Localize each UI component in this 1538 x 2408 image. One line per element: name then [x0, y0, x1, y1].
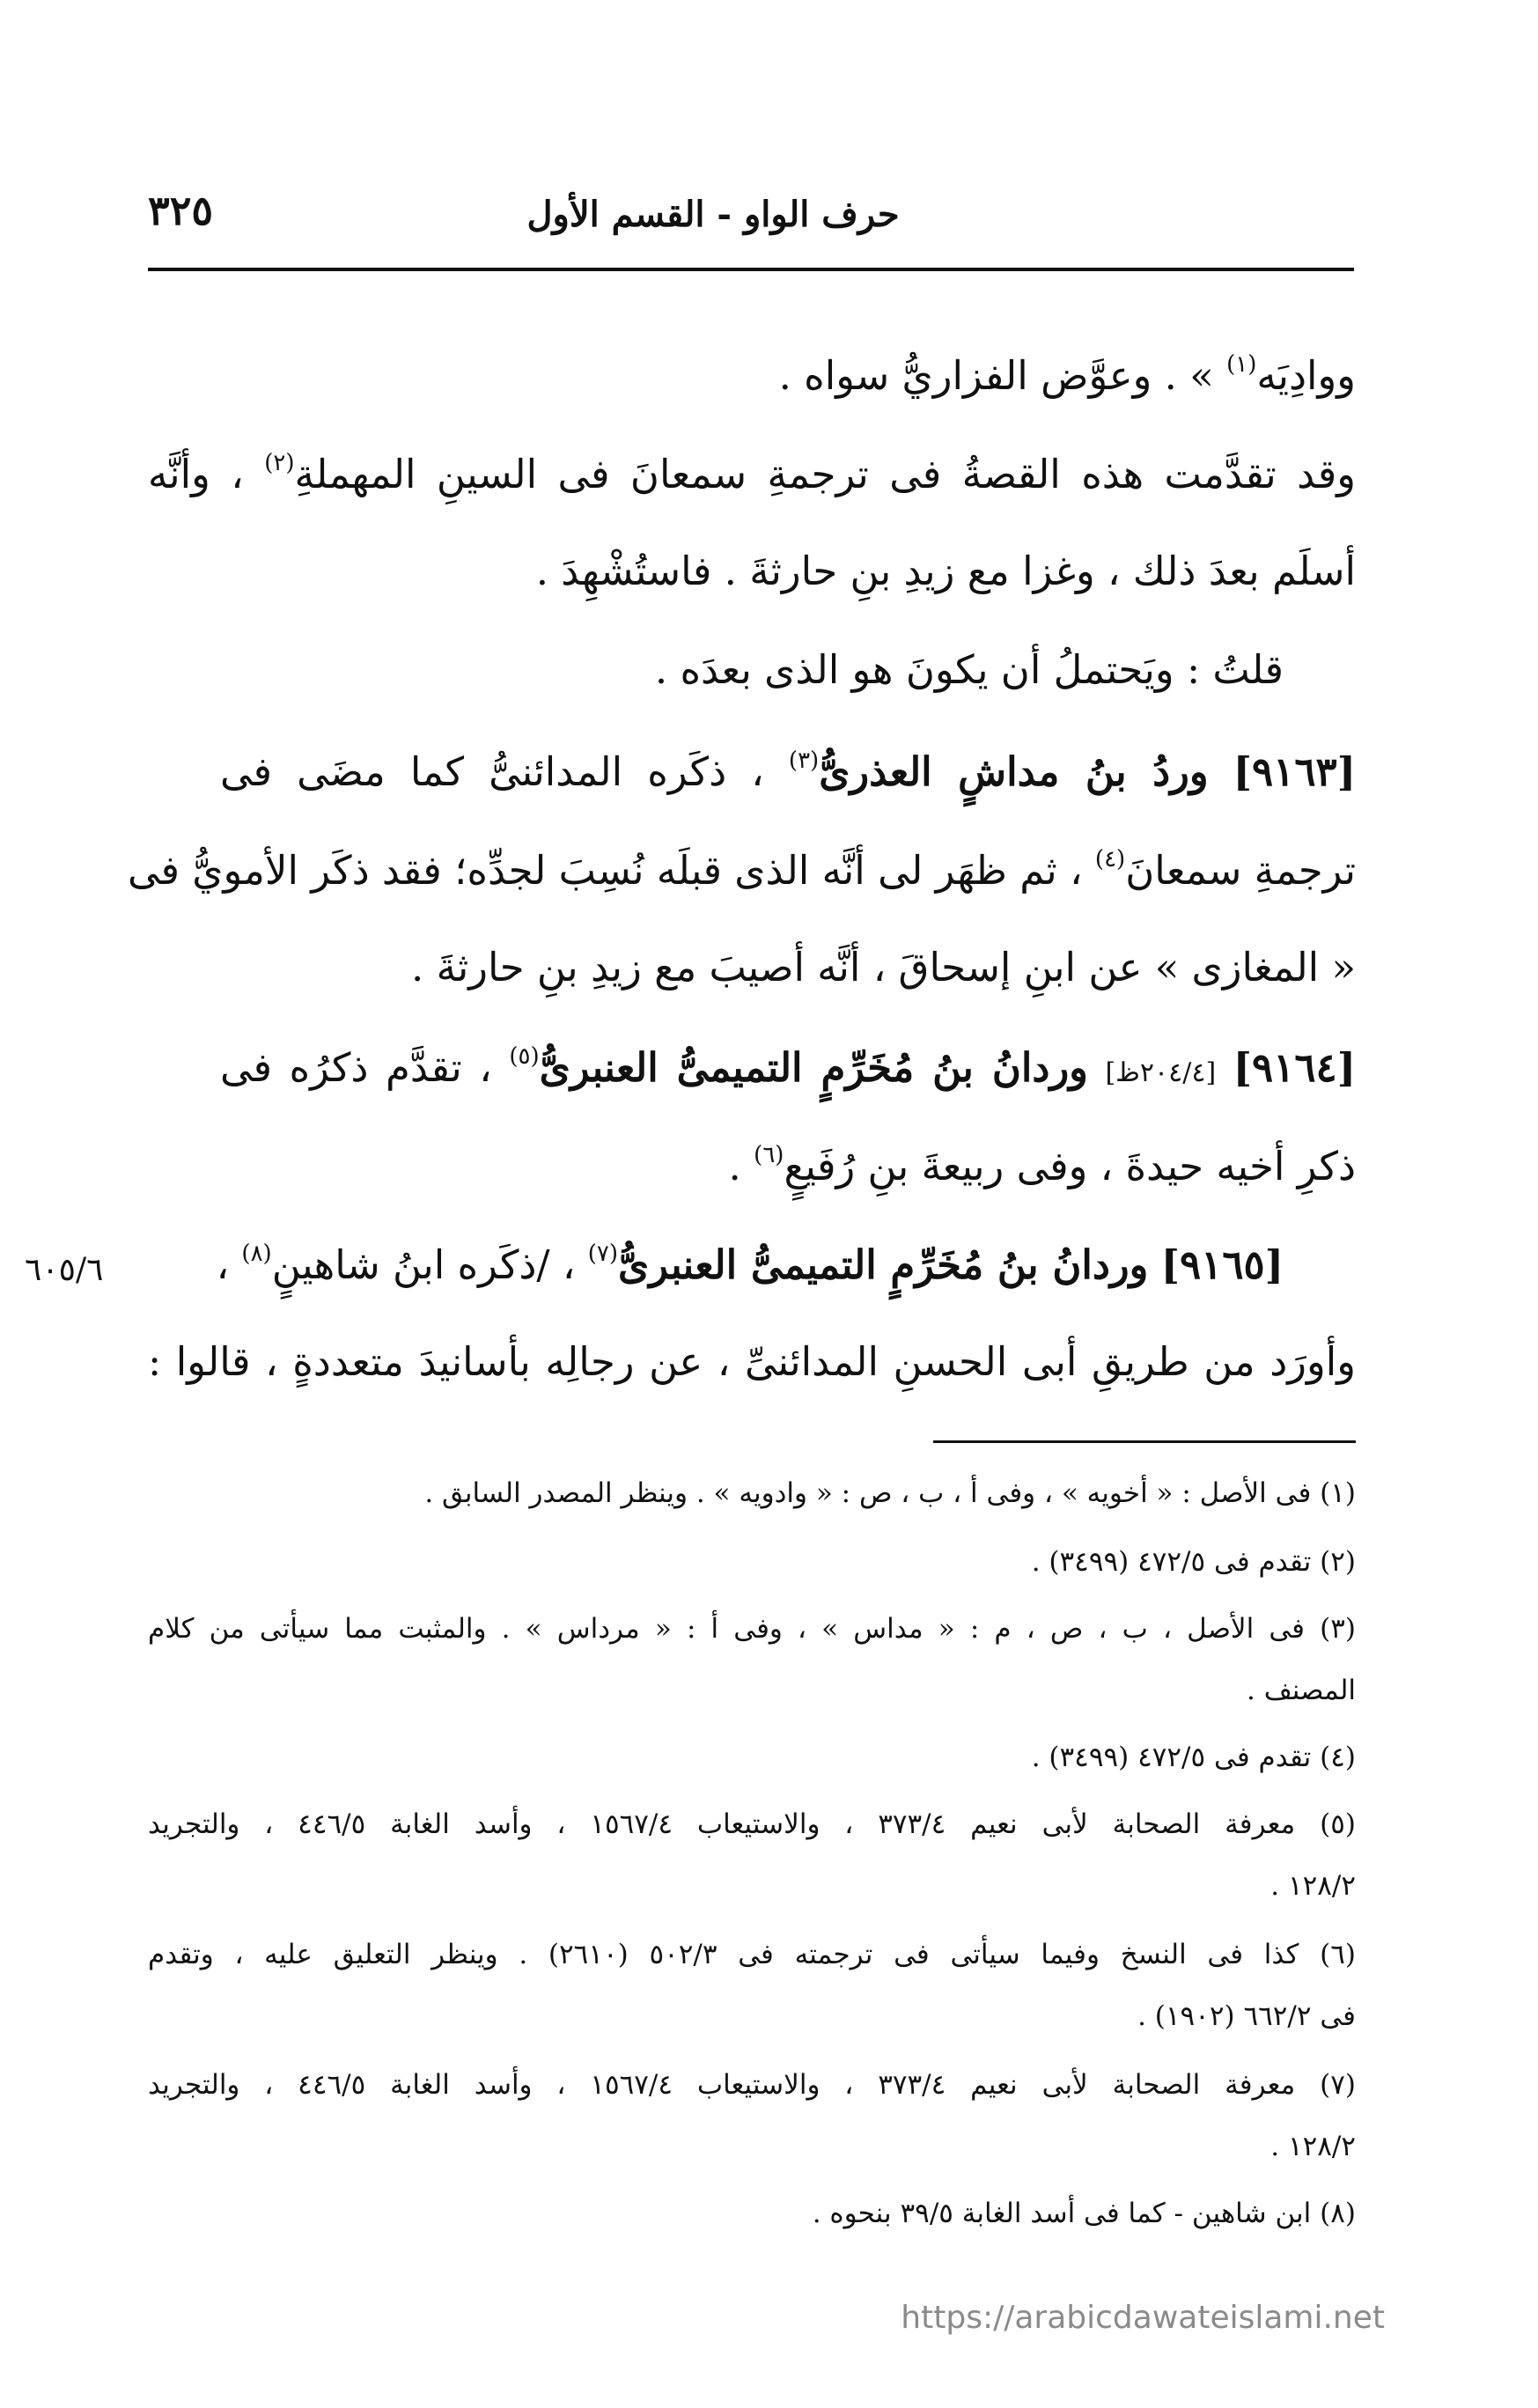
- text-span: ، تقدَّم ذكرُه فى: [220, 1044, 492, 1091]
- watermark-url: https://arabicdawateislami.net: [901, 2300, 1385, 2336]
- text-span: ،: [216, 1241, 230, 1288]
- footnote-ref[interactable]: (٨): [241, 1241, 272, 1267]
- text-span: ، /ذكَره ابنُ شاهينٍ: [271, 1241, 576, 1288]
- text-span: ووادِيَه: [1256, 352, 1356, 399]
- text-span: ، ذكَره المدائنىُّ كما مضَى فى: [220, 748, 764, 795]
- footnote-4: (٤) تقدم فى ٤٧٢/٥ (٣٤٩٩) .: [1031, 1742, 1356, 1773]
- footnote-6: (٦) كذا فى النسخ وفيما سيأتى فى ترجمته فى ٥٠٢/٣ (٢٦١٠) . وينظر التعليق عليه ، وتقدم: [148, 1939, 1356, 1970]
- footnote-ref[interactable]: (٢): [264, 450, 295, 476]
- page-number: ٣٢٥: [148, 187, 214, 234]
- footnote-ref[interactable]: (٦): [754, 1142, 784, 1168]
- footnote-ref[interactable]: (٣): [788, 747, 820, 774]
- entry-name: وردانُ بنُ مُخَرِّمٍ التميمىُّ العنبرىُّ: [539, 1044, 1088, 1091]
- entry-number: [٩١٦٤]: [1233, 1044, 1357, 1091]
- text-span: وأورَد من طريقِ أبى الحسنِ المدائنىِّ ، عن رجالِه بأسانيدَ متعددةٍ ، قالوا :: [148, 1338, 1356, 1385]
- text-span: « المغازى » عن ابنِ إسحاقَ ، أنَّه أصيبَ مع زيدِ بنِ حارثةَ .: [411, 944, 1356, 990]
- footnote-6-cont: فى ٦٦٢/٢ (١٩٠٢) .: [1137, 2000, 1356, 2032]
- footnote-2: (٢) تقدم فى ٤٧٢/٥ (٣٤٩٩) .: [1031, 1546, 1356, 1578]
- entry-name: وردانُ بنُ مُخَرِّمٍ التميمىُّ العنبرىُّ: [618, 1241, 1149, 1288]
- entry-number: [٩١٦٣]: [1233, 748, 1356, 795]
- text-span: .: [728, 1143, 741, 1189]
- footnote-7-cont: ١٢٨/٢ .: [1270, 2131, 1356, 2162]
- footnote-3-cont: المصنف .: [1246, 1675, 1356, 1706]
- text-span: ، وأنَّه: [148, 451, 244, 497]
- manuscript-folio: [٢٠٤/٤ظ]: [1105, 1057, 1217, 1088]
- text-span: ترجمةِ سمعانَ: [1125, 847, 1356, 894]
- text-span: » . وعوَّض الفزاريُّ سواه .: [778, 352, 1214, 399]
- margin-reference: ٦٠٥/٦: [25, 1252, 104, 1288]
- text-span: ، ثم ظهَر لى أنَّه الذى قبلَه نُسِبَ لجدِّه؛ فقد ذكَر الأمويُّ فى: [127, 847, 1083, 894]
- entry-name: وردُ بنُ مداشٍ العذرىُّ: [819, 748, 1209, 795]
- footnote-separator: [933, 1440, 1356, 1443]
- text-span: أسلَم بعدَ ذلك ، وغزا مع زيدِ بنِ حارثةَ . فاستُشْهِدَ .: [535, 548, 1356, 594]
- footnote-ref[interactable]: (٤): [1094, 846, 1126, 873]
- header-rule: [148, 268, 1354, 271]
- footnote-ref[interactable]: (١): [1226, 351, 1257, 378]
- footnote-3: (٣) فى الأصل ، ب ، ص ، م : « مداس » ، وفى أ : « مرداس » . والمثبت مما سيأتى من كلام: [148, 1613, 1356, 1645]
- footnote-ref[interactable]: (٧): [587, 1241, 619, 1267]
- text-span: وقد تقدَّمت هذه القصةُ فى ترجمةِ سمعانَ فى السينِ المهملةِ: [294, 451, 1356, 497]
- footnote-1: (١) فى الأصل : « أخويه » ، وفى أ ، ب ، ص : « وادويه » . وينظر المصدر السابق .: [424, 1477, 1356, 1509]
- footnote-8: (٨) ابن شاهين - كما فى أسد الغابة ٣٩/٥ بنحوه .: [812, 2198, 1356, 2229]
- text-span: قلتُ : ويَحتملُ أن يكونَ هو الذى بعدَه .: [654, 646, 1284, 693]
- footnote-5: (٥) معرفة الصحابة لأبى نعيم ٣٧٣/٤ ، والاستيعاب ١٥٦٧/٤ ، وأسد الغابة ٤٤٦/٥ ، والتجريد: [148, 1808, 1356, 1840]
- footnote-5-cont: ١٢٨/٢ .: [1270, 1870, 1356, 1902]
- footnote-ref[interactable]: (٥): [509, 1043, 540, 1070]
- footnote-7: (٧) معرفة الصحابة لأبى نعيم ٣٧٣/٤ ، والاستيعاب ١٥٦٧/٤ ، وأسد الغابة ٤٤٦/٥ ، والتجريد: [148, 2069, 1356, 2101]
- running-title: حرف الواو - القسم الأول: [526, 194, 900, 235]
- entry-number: [٩١٦٥]: [1160, 1241, 1284, 1288]
- text-span: ذكرِ أخيه حيدةَ ، وفى ربيعةَ بنِ رُفَيعٍ: [784, 1143, 1356, 1189]
